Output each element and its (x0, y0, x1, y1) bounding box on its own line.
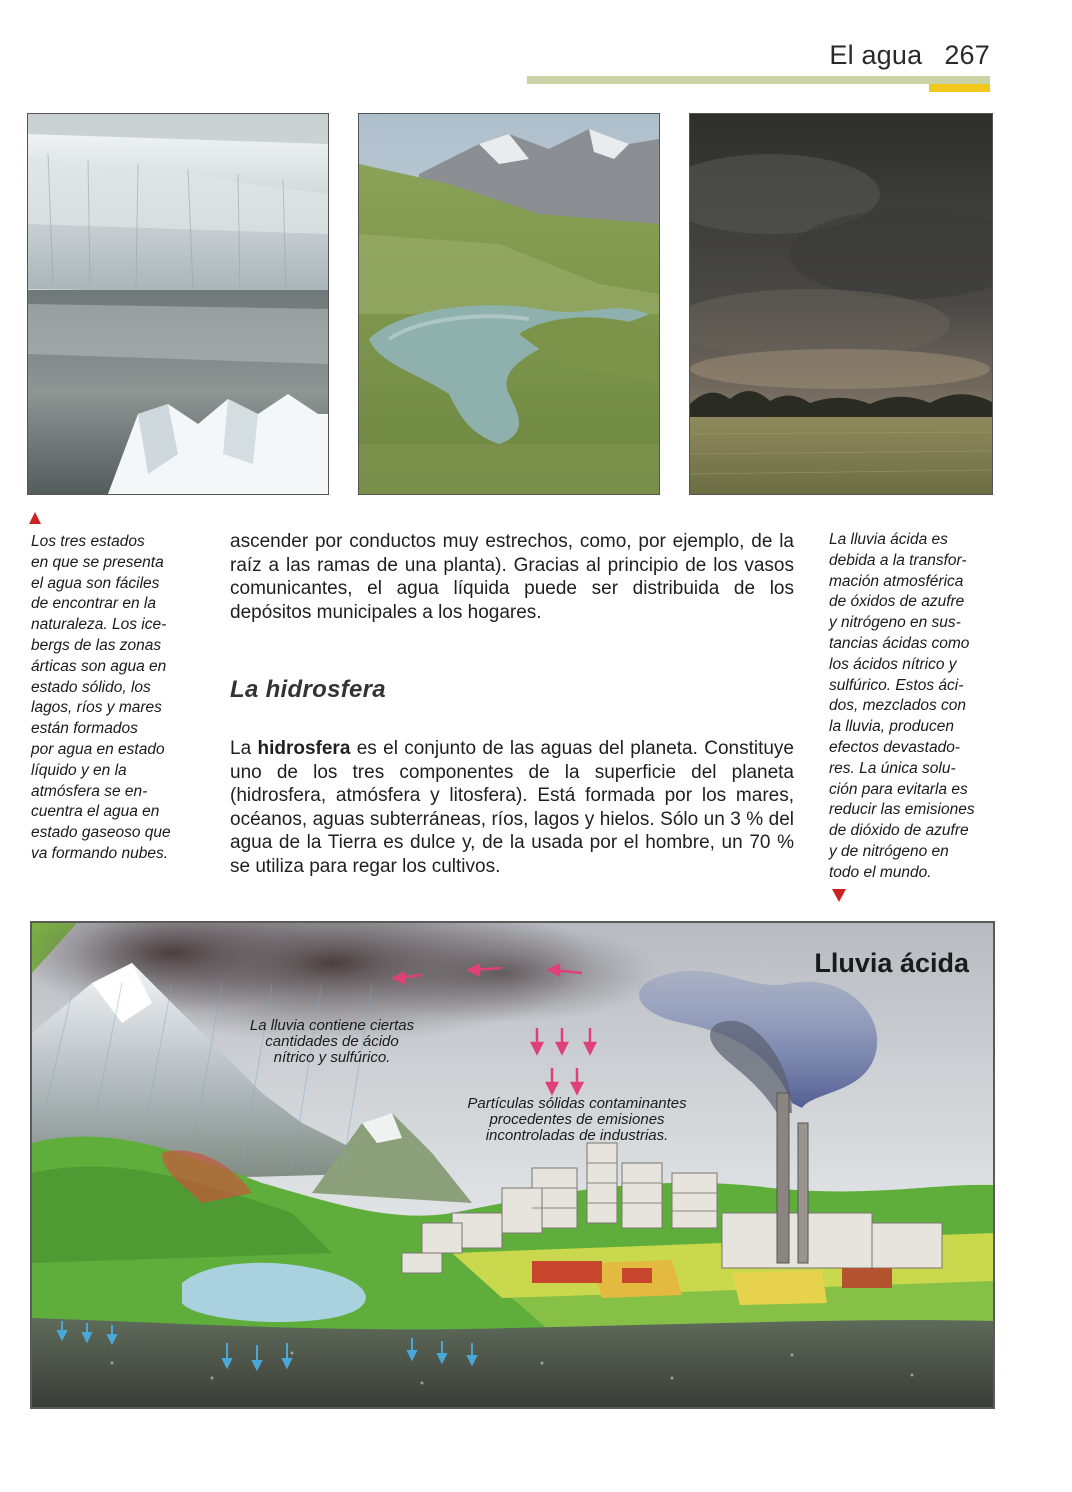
running-header (829, 40, 990, 71)
page-number: 267 (944, 40, 990, 70)
acid-rain-diagram (30, 921, 995, 1409)
iceberg-photo (27, 113, 329, 495)
body-paragraph: ascender por conductos muy estrechos, como, por ejemplo, de la raíz a las ramas de una planta). Gracias al principio de los vasos comunicantes, el agua líquida puede ser distribuida de los depósitos municipales a los hogares. (230, 531, 794, 623)
lake-photo (358, 113, 660, 495)
hidrosfera-paragraph (230, 737, 794, 879)
acid-rain-illustration (32, 923, 993, 1407)
diagram-title: Lluvia ácida (814, 948, 969, 978)
caption-marker-up (29, 512, 41, 524)
storm-photo (689, 113, 993, 495)
term-hidrosfera: hidrosfera (257, 738, 351, 759)
rain-annotation: La lluvia contiene ciertas cantidades de ácido nítrico y sulfúrico. (249, 1017, 415, 1066)
photo-caption: Los tres estados en que se presenta el agua son fáciles de encontrar en la naturaleza. Los ice- bergs de las zonas árticas son agua en estado sólido, los lagos, ríos y mares están formados por agua en estado líquido y en la atmósfera se en- cuentra el agua en estado gaseoso que va formando nubes. (31, 533, 171, 862)
acid-rain-caption: La lluvia ácida es debida a la transfor- mación atmosférica de óxidos de azufre y nitrógeno en sus- tancias ácidas como los ácidos nítrico y sulfúrico. Estos áci- dos, mezclados con la lluvia, producen efectos devastado- res. La única solu- ción para evitarla es reducir las emisiones de dióxido de azufre y de nitrógeno en todo el mundo. (829, 531, 975, 881)
para-lead: La (230, 738, 258, 759)
section-heading: La hidrosfera (230, 676, 386, 703)
header-rule (527, 76, 990, 84)
chapter-title: El agua (829, 40, 923, 70)
caption-marker-down (832, 889, 846, 902)
para-rest: es el conjunto de las aguas del planeta. Constituye uno de los tres componentes de la superficie del planeta (hidrosfera, atmósfera y litosfera). Está formada por los mares, océanos, aguas subterráneas, ríos, lagos y hielos. Sólo un 3 % del agua de la Tierra es dulce y, de la usada por el hombre, un 70 % se utiliza para regar los cultivos. (230, 738, 794, 877)
particles-annotation: Partículas sólidas contaminantes procedentes de emisiones incontroladas de industrias. (467, 1095, 687, 1144)
header-rule-accent (929, 84, 990, 92)
